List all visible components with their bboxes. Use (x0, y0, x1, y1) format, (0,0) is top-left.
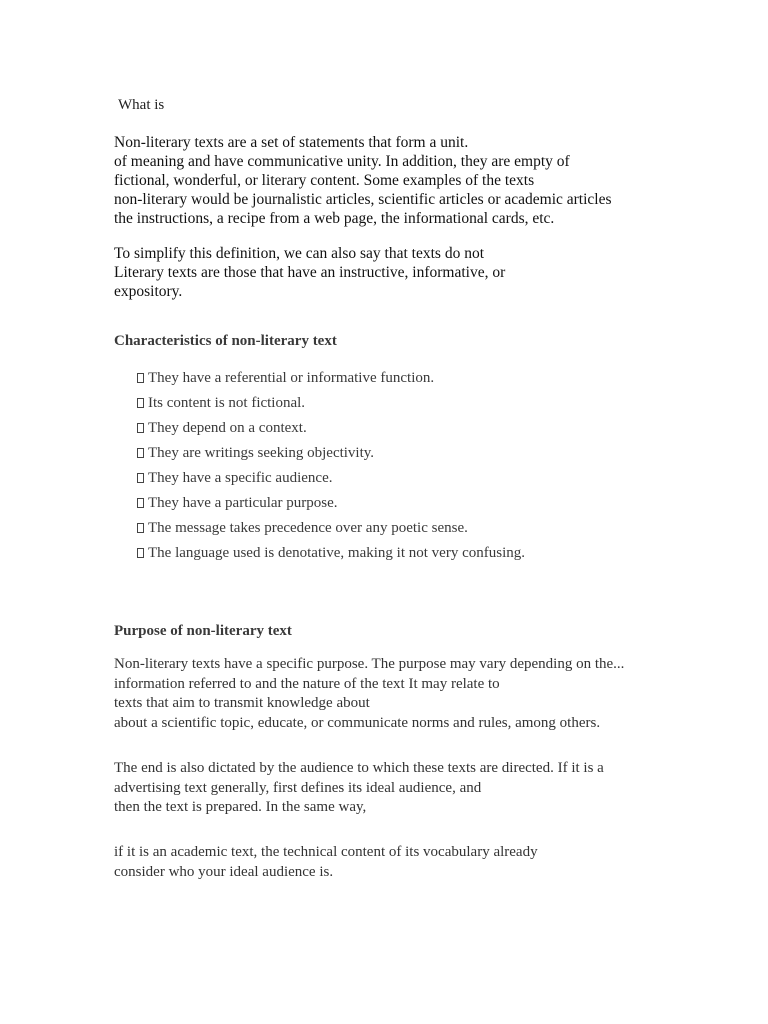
characteristics-title: Characteristics of non-literary text (114, 333, 337, 349)
definition-paragraph (114, 133, 612, 228)
paragraph-line: Literary texts are those that have an instructive, informative, or (114, 264, 506, 281)
list-item (137, 493, 525, 518)
paragraph-line: about a scientific topic, educate, or communicate norms and rules, among others. (114, 714, 601, 731)
paragraph-line: expository. (114, 283, 183, 300)
characteristics-list (137, 368, 525, 568)
list-item-text: They have a specific audience. (148, 470, 333, 486)
list-item-text: They depend on a context. (148, 420, 307, 436)
list-item-text: They have a particular purpose. (148, 495, 338, 511)
list-item-text: They have a referential or informative function. (148, 370, 435, 386)
list-item-text: They are writings seeking objectivity. (148, 445, 375, 461)
bullet-icon (137, 448, 144, 458)
paragraph-line: fictional, wonderful, or literary content. Some examples of the texts (114, 172, 535, 189)
paragraph-line: of meaning and have communicative unity. In addition, they are empty of (114, 153, 570, 170)
paragraph-line: if it is an academic text, the technical content of its vocabulary already (114, 844, 538, 860)
bullet-icon (137, 548, 144, 558)
paragraph-line: Non-literary texts are a set of statements that form a unit. (114, 134, 469, 151)
paragraph-line: advertising text generally, first defines its ideal audience, and (114, 779, 482, 796)
paragraph-line: To simplify this definition, we can also say that texts do not (114, 245, 485, 262)
simplified-definition-paragraph (114, 244, 505, 301)
list-item-text: The message takes precedence over any poetic sense. (148, 520, 468, 536)
purpose-title: Purpose of non-literary text (114, 623, 292, 639)
bullet-icon (137, 423, 144, 433)
paragraph-line: information referred to and the nature of the text It may relate to (114, 675, 500, 692)
purpose-paragraph (114, 655, 624, 733)
bullet-icon (137, 523, 144, 533)
paragraph-line: consider who your ideal audience is. (114, 863, 334, 880)
list-item (137, 418, 525, 443)
paragraph-line: texts that aim to transmit knowledge about (114, 695, 370, 711)
list-item (137, 518, 525, 543)
list-item (137, 368, 525, 393)
bullet-icon (137, 498, 144, 508)
list-item-text: Its content is not fictional. (148, 395, 306, 411)
bullet-icon (137, 373, 144, 383)
list-item (137, 443, 525, 468)
list-item-text: The language used is denotative, making it not very confusing. (148, 545, 525, 561)
bullet-icon (137, 473, 144, 483)
paragraph-line: Non-literary texts have a specific purpose. The purpose may vary depending on the... (114, 656, 625, 672)
paragraph-line: the instructions, a recipe from a web page, the informational cards, etc. (114, 210, 555, 227)
academic-paragraph (114, 843, 538, 882)
list-item (137, 468, 525, 493)
paragraph-line: then the text is prepared. In the same way, (114, 799, 367, 815)
list-item (137, 393, 525, 418)
bullet-icon (137, 398, 144, 408)
paragraph-line: The end is also dictated by the audience to which these texts are directed. If it is a (114, 760, 604, 776)
paragraph-line: non-literary would be journalistic articles, scientific articles or academic articles (114, 191, 612, 208)
audience-paragraph (114, 759, 604, 818)
intro-heading: What is (118, 97, 165, 113)
list-item (137, 543, 525, 568)
